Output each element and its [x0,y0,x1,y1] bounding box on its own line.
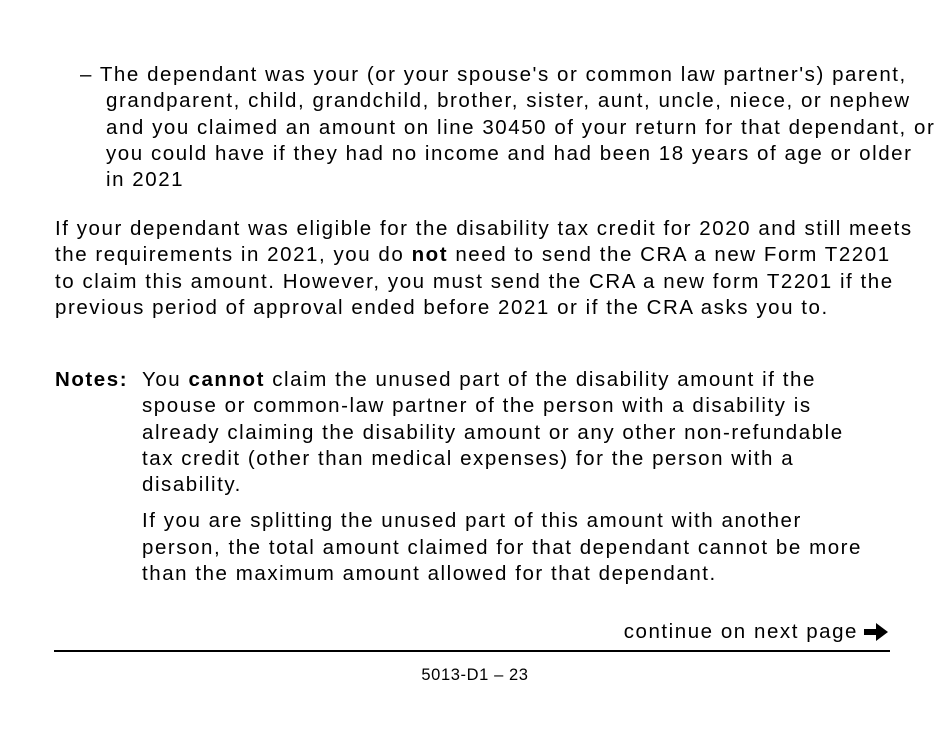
disability-credit-paragraph [55,216,915,321]
notes-label: Notes: [55,368,129,391]
continue-on-next-page [624,619,890,645]
note-splitting-amount: If you are splitting the unused part of this amount with another person, the total amount claimed for that dependant cannot be more than the maximum amount allowed for that dependant. [142,509,862,586]
bullet-text: The dependant was your (or your spouse's or common law partner's) parent, grandparent, child, grandchild, brother, sister, aunt, uncle, niece, or nephew and you claimed an amount on line 30450 of your return for that dependant, or you could have if they had no income and had been 18 years of age or older in 2021 [99,63,936,192]
dependant-relationship-bullet [80,62,936,193]
note1-emphasis: cannot [188,368,265,391]
arrow-right-icon [862,620,890,644]
notes-section [55,367,915,587]
note1-text-end: claim the unused part of the disability amount if the spouse or common-law partner of the person with a disability is already claiming the disability amount or any other non-refundable tax credit (other than medical expenses) for the person with a disability. [142,368,844,497]
paragraph-text-start: If your dependant was eligible for the disability tax credit for 2020 and still meets the requirements in 2021, you do [55,217,913,267]
paragraph-text-end: need to send the CRA a new Form T2201 to claim this amount. However, you must send the CRA a new form T2201 if the previous period of approval ended before 2021 or if the CRA asks you to. [55,243,894,319]
continue-text: continue on next page [623,620,858,643]
footer-divider [54,650,890,652]
note1-text-start: You [142,368,189,391]
page-number: 5013-D1 – 23 [421,666,529,684]
paragraph-emphasis: not [411,243,449,267]
note-unused-part [142,367,882,498]
bullet-dash: – [80,63,93,86]
